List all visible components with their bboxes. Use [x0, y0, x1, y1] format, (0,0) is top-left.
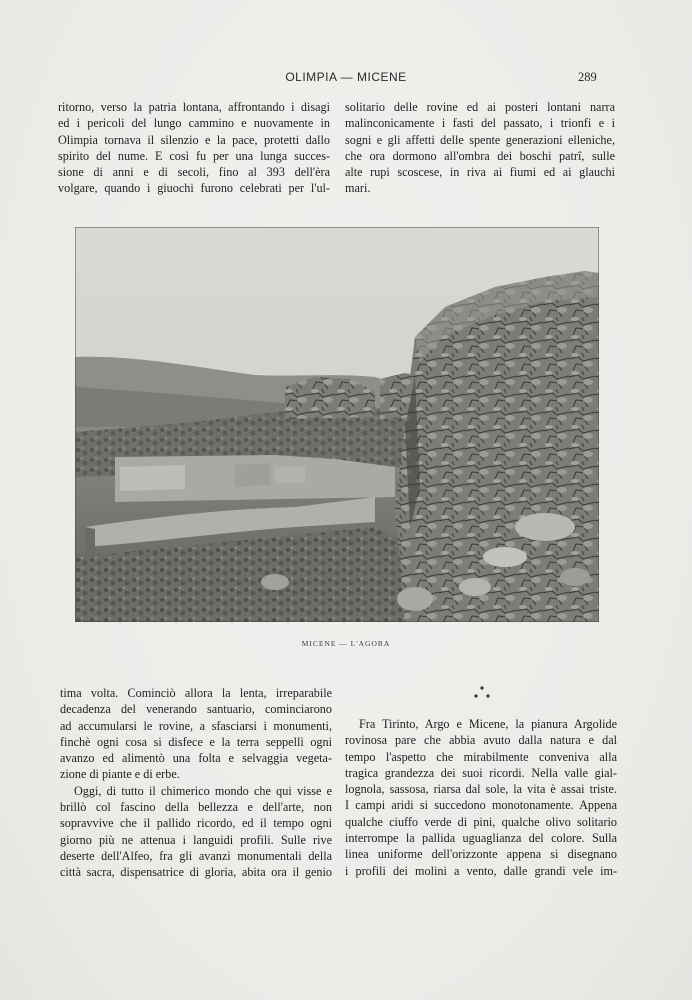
text-line: malinconicamente i fasti del passato, i trionfi e i [345, 116, 615, 131]
text-line: qualche ciuffo verde di pini, qualche olivo solitario [345, 814, 617, 829]
agora-photograph [75, 227, 599, 622]
text-line: Olimpia tornava il silenzio e la pace, protetti dallo [58, 132, 330, 147]
text-line: decadenza del venerando santuario, cominciarono [60, 702, 332, 717]
text-line: sopravvive che il pallido ricordo, ed il tempo ogni [60, 816, 332, 831]
text-line: I campi aridi si succedono monotonamente. Appena [345, 798, 617, 813]
text-line: tragica grandezza dei suoi ricordi. Nella valle gial- [345, 765, 617, 780]
text-line: zione di piante e di erbe. [60, 767, 180, 782]
text-line: finchè ogni cosa si disfece e la terra seppellì ogni [60, 734, 332, 749]
text-line: linea uniforme dell'orizzonte appena si disegnano [345, 847, 617, 862]
text-line: rovinosa pare che abbia avuto dalla natura e dal [345, 733, 617, 748]
text-line: sogni e gli affetti delle spente generazioni elleniche, [345, 132, 615, 147]
text-line: che ora dormono all'ombra dei boschi patrî, sulle [345, 148, 615, 163]
text-line: Fra Tirinto, Argo e Micene, la pianura Argolide [359, 717, 617, 731]
running-title: OLIMPIA — MICENE [285, 70, 407, 84]
text-line: tima volta. Cominciò allora la lenta, irreparabile [60, 686, 332, 700]
text-line: ad accumularsi le rovine, a sfasciarsi i monumenti, [60, 718, 332, 733]
text-line: lognola, sassosa, riarsa dal sole, la vita è assai triste. [345, 782, 617, 797]
text-line: solitario delle rovine ed ai posteri lontani narra [345, 100, 615, 114]
bottom-right-column [345, 716, 617, 879]
text-line: i profili dei molini a vento, dalle grandi vele im- [345, 863, 617, 878]
text-line: giorno più ne attenua i languidi profili. Sulle rive [60, 832, 332, 847]
top-left-column [58, 99, 330, 197]
text-line: ed i pericoli del lungo cammino e nuovamente in [58, 116, 330, 131]
section-ornament-icon [470, 683, 494, 703]
text-line: brillò col fascino della bellezza e dell'arte, non [60, 800, 332, 815]
text-line: mari. [345, 181, 371, 196]
text-line: Oggi, di tutto il chimerico mondo che qui visse e [74, 783, 332, 798]
page-number: 289 [578, 70, 597, 84]
text-line: alte rupi scoscese, in riva ai fiumi ed ai glauchi [345, 165, 615, 180]
bottom-left-column [60, 685, 332, 881]
text-line: avanzo ed alimentò una folta e selvaggia vegeta- [60, 751, 332, 766]
text-line: spirito del nume. E così fu per una lunga succes- [58, 148, 330, 163]
photo-plate-agora [75, 227, 599, 622]
figure-caption: MICENE — L'AGORA [301, 639, 391, 648]
text-line: interrompe la pallida uguaglianza del colore. Sulla [345, 831, 617, 846]
text-line: tempo l'aspetto che mirabilmente conveniva alla [345, 749, 617, 764]
text-line: deserte dell'Alfeo, fra gli avanzi monumentali della [60, 848, 332, 863]
text-line: città sacra, dispensatrice di gloria, abita ora il genio [60, 865, 332, 880]
text-line: ritorno, verso la patria lontana, affrontando i disagi [58, 100, 330, 114]
top-right-column [345, 99, 615, 197]
text-line: sione di anni e di secoli, fino al 393 dell'èra [58, 165, 330, 180]
text-line: volgare, quando i giuochi furono celebrati per l'ul- [58, 181, 330, 196]
